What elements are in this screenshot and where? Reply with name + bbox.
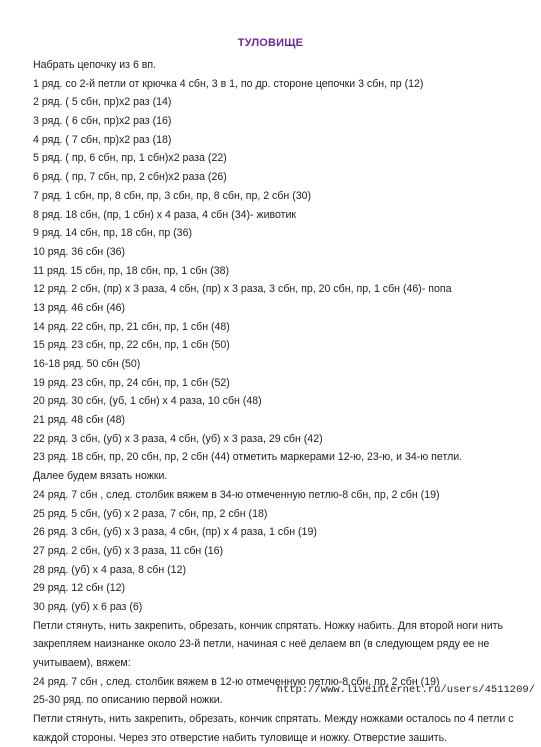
instruction-line: 29 ряд. 12 сбн (12) <box>33 582 126 595</box>
instruction-line: Далее будем вязать ножки. <box>33 470 168 483</box>
instruction-line: 2 ряд. ( 5 сбн, пр)х2 раз (14) <box>33 96 172 109</box>
instruction-list <box>33 56 538 747</box>
instruction-line: 6 ряд. ( пр, 7 сбн, пр, 2 сбн)х2 раза (26) <box>33 171 227 184</box>
instruction-line: 24 ряд. 7 сбн , след. столбик вяжем в 34-ю отмеченную петлю-8 сбн, пр, 2 сбн (19) <box>33 488 440 501</box>
instruction-line: 9 ряд. 14 сбн, пр, 18 сбн, пр (36) <box>33 227 192 240</box>
instruction-line: 5 ряд. ( пр, 6 сбн, пр, 1 сбн)х2 раза (22) <box>33 152 227 165</box>
instruction-line: 16-18 ряд. 50 сбн (50) <box>33 358 141 370</box>
instruction-line: Петли стянуть, нить закрепить, обрезать, кончик спрятать. Ножку набить. Для второй ноги нить <box>33 619 504 632</box>
instruction-line: 12 ряд. 2 сбн, (пр) х 3 раза, 4 сбн, (пр) х 3 раза, 3 сбн, пр, 20 сбн, пр, 1 сбн (46)- попа <box>33 283 452 296</box>
instruction-line: 14 ряд. 22 сбн, пр, 21 сбн, пр, 1 сбн (48) <box>33 320 230 333</box>
instruction-line: 4 ряд. ( 7 сбн, пр)х2 раз (18) <box>33 133 172 146</box>
instruction-line: 25-30 ряд. по описанию первой ножки. <box>33 694 223 707</box>
instruction-line: Петли стянуть, нить закрепить, обрезать, кончик спрятать. Между ножками осталось по 4 петли с <box>33 713 514 726</box>
instruction-line: 28 ряд. (уб) х 4 раза, 8 сбн (12) <box>33 563 186 576</box>
instruction-line: 27 ряд. 2 сбн, (уб) х 3 раза, 11 сбн (16) <box>33 544 224 557</box>
instruction-line: 19 ряд. 23 сбн, пр, 24 сбн, пр, 1 сбн (52) <box>33 376 230 389</box>
instruction-line: каждой стороны. Через это отверстие набить туловище и ножку. Отверстие зашить. <box>33 731 448 744</box>
section-title: ТУЛОВИЩЕ <box>237 37 304 49</box>
instruction-line: 3 ряд. ( 6 сбн, пр)х2 раз (16) <box>33 115 172 128</box>
instruction-line: 10 ряд. 36 сбн (36) <box>33 245 126 258</box>
instruction-line: закрепляем наизнанке около 23-й петли, начиная с неё делаем вп (в следующем ряду ее не <box>33 638 490 651</box>
instruction-line: учитываем), вяжем: <box>33 657 131 669</box>
instruction-line: 11 ряд. 15 сбн, пр, 18 сбн, пр, 1 сбн (38) <box>33 264 230 277</box>
instruction-line: 22 ряд. 3 сбн, (уб) х 3 раза, 4 сбн, (уб) х 3 раза, 29 сбн (42) <box>33 432 323 445</box>
instruction-line: 20 ряд. 30 сбн, (уб, 1 сбн) х 4 раза, 10 сбн (48) <box>33 395 262 408</box>
instruction-line: Набрать цепочку из 6 вп. <box>33 59 157 71</box>
instruction-line: 23 ряд. 18 сбн, пр, 20 сбн, пр, 2 сбн (44) отметить маркерами 12-ю, 23-ю, и 34-ю петли. <box>33 451 463 464</box>
instruction-line: 21 ряд. 48 сбн (48) <box>33 414 126 427</box>
instruction-line: 13 ряд. 46 сбн (46) <box>33 301 126 314</box>
instruction-line: 7 ряд. 1 сбн, пр, 8 сбн, пр, 3 сбн, пр, 8 сбн, пр, 2 сбн (30) <box>33 189 312 202</box>
source-watermark: http://www.liveinternet.ru/users/4511209/ <box>276 684 535 696</box>
instruction-line: 30 ряд. (уб) х 6 раз (6) <box>33 600 143 613</box>
instruction-line: 25 ряд. 5 сбн, (уб) х 2 раза, 7 сбн, пр, 2 сбн (18) <box>33 507 268 520</box>
instruction-line: 15 ряд. 23 сбн, пр, 22 сбн, пр, 1 сбн (50) <box>33 339 230 352</box>
instruction-line: 8 ряд. 18 сбн, (пр, 1 сбн) х 4 раза, 4 сбн (34)- животик <box>33 208 297 221</box>
instruction-line: 24 ряд. 7 сбн , след. столбик вяжем в 12-ю отмеченную петлю-8 сбн, пр, 2 сбн (19) <box>33 675 440 688</box>
instruction-line: 26 ряд. 3 сбн, (уб) х 3 раза, 4 сбн, (пр) х 4 раза, 1 сбн (19) <box>33 526 317 539</box>
instruction-line: 1 ряд. со 2-й петли от крючка 4 сбн, 3 в 1, по др. стороне цепочки 3 сбн, пр (12) <box>33 77 424 90</box>
